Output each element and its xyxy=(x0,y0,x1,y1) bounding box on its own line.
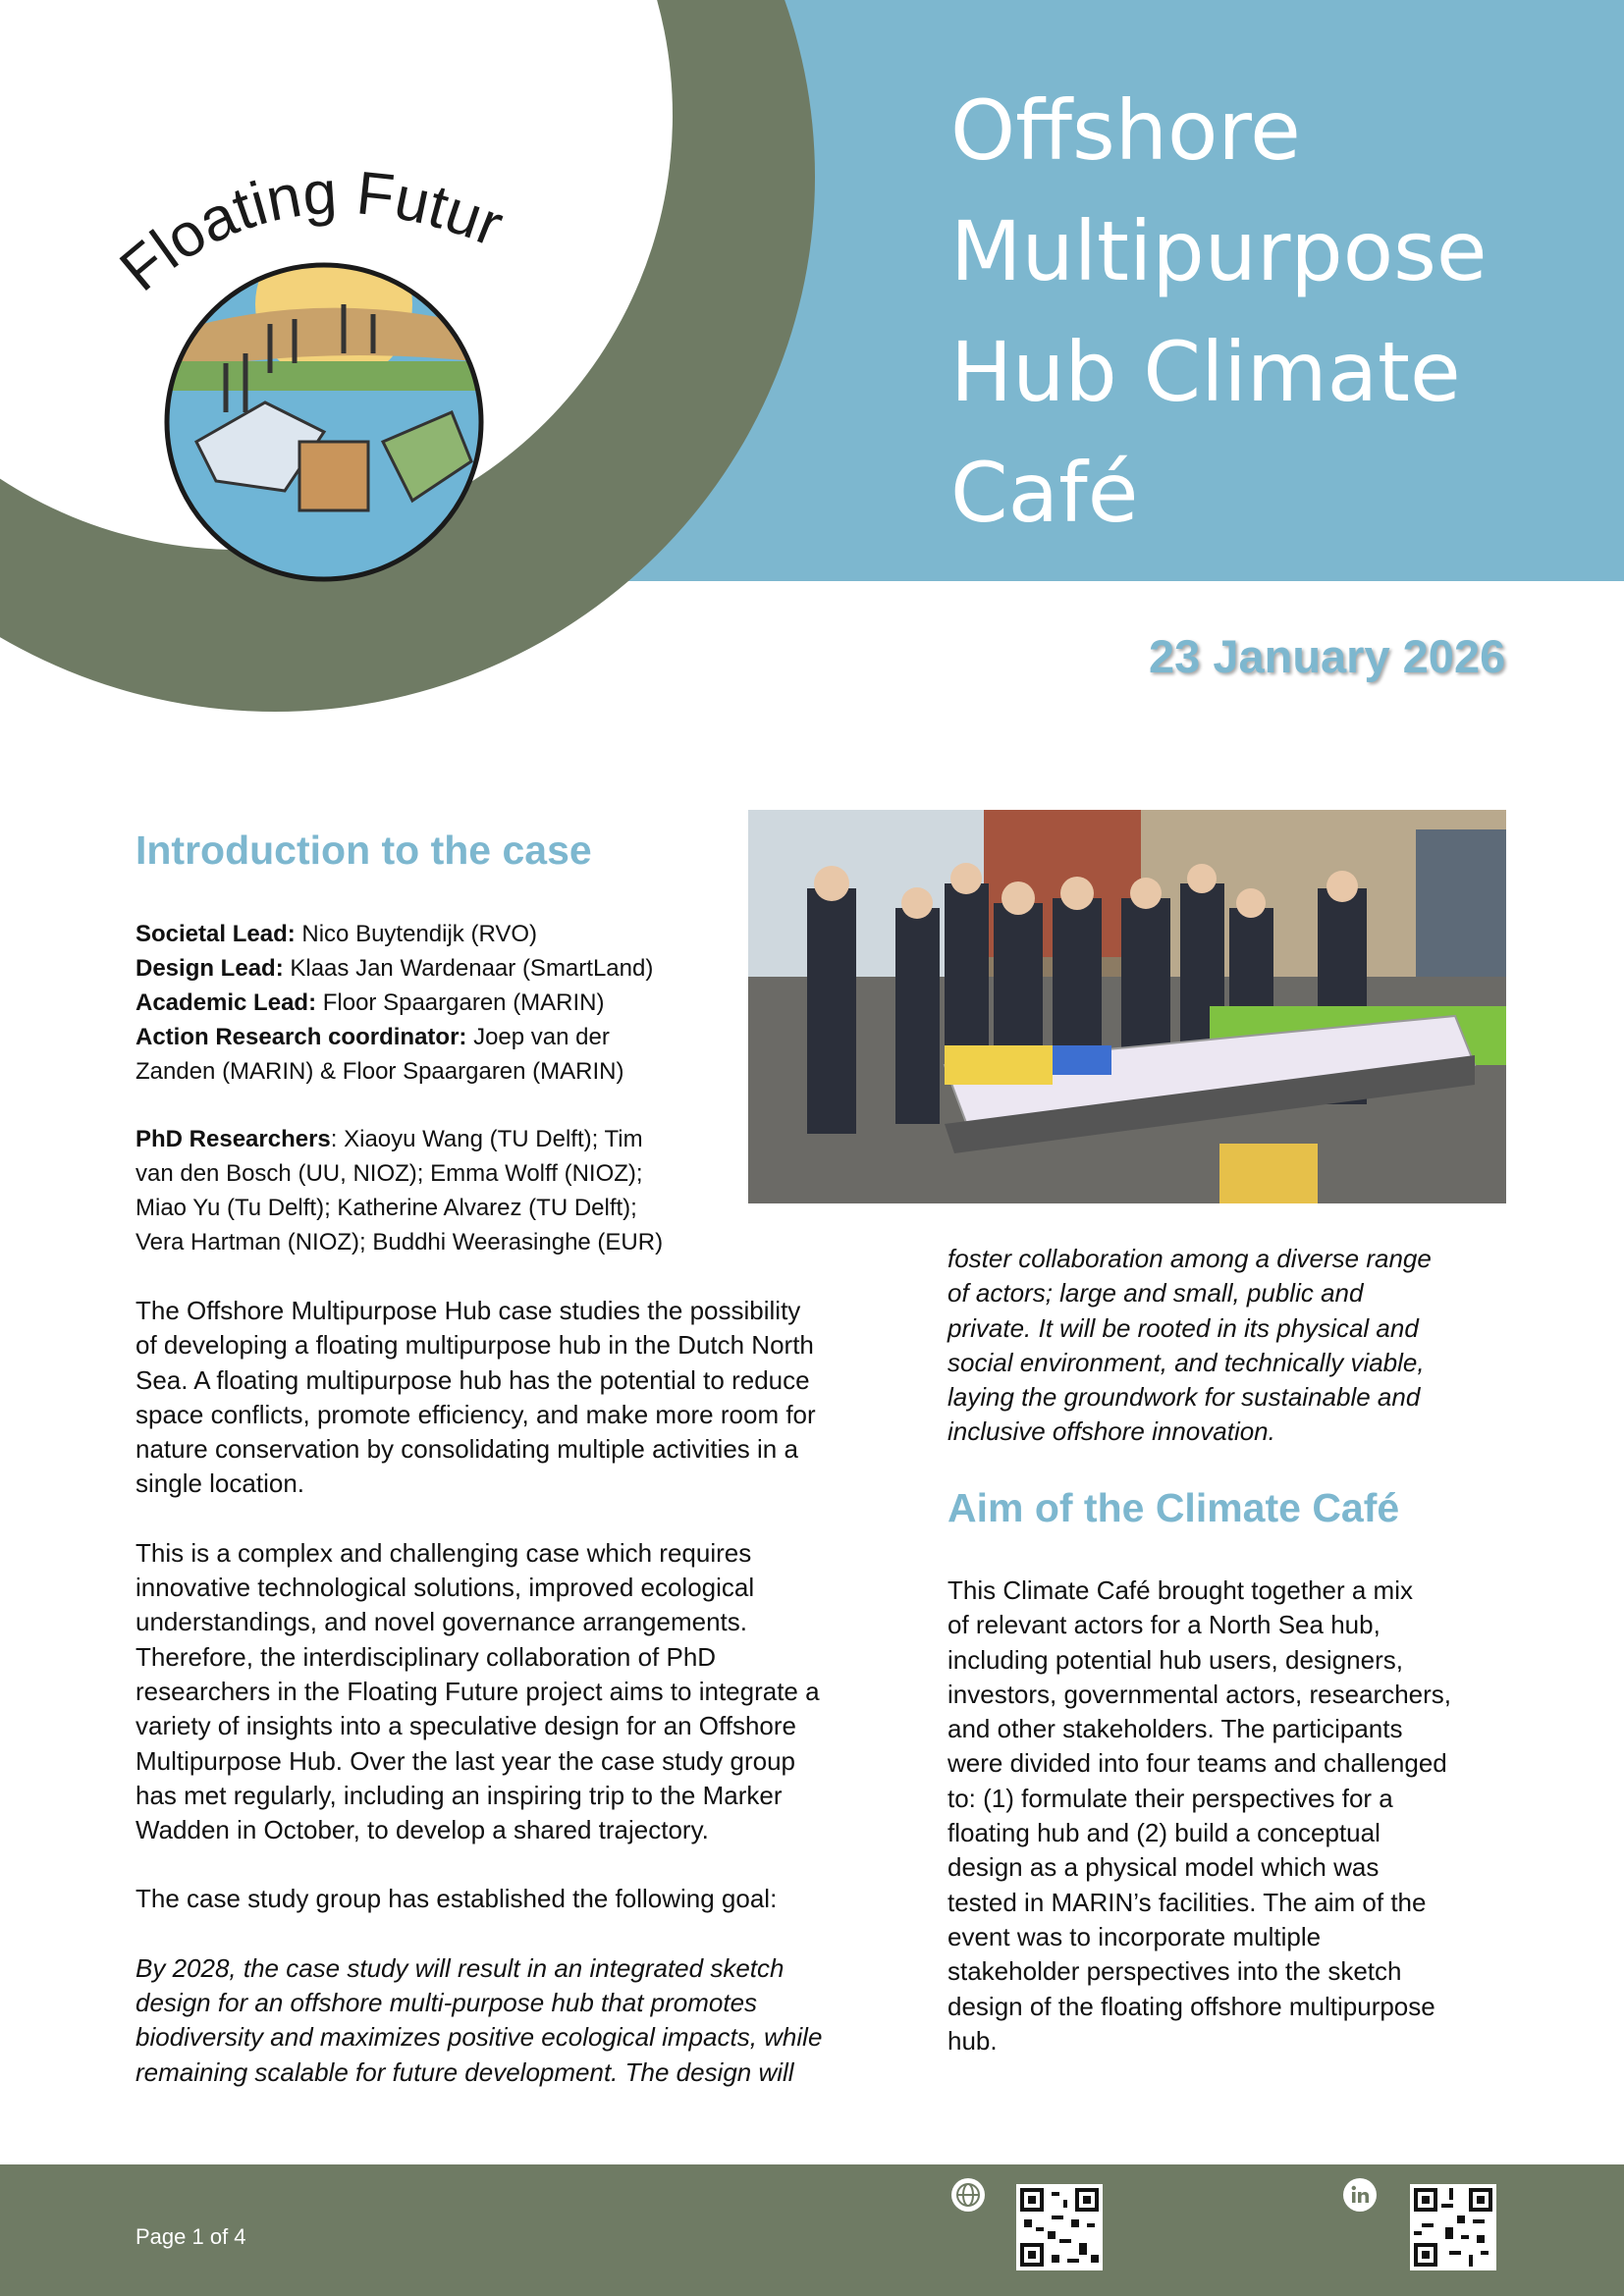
paragraph-line: Multipurpose Hub. Over the last year the case study group xyxy=(135,1745,796,1776)
phd-line xyxy=(135,1122,725,1156)
paragraph-line: and other stakeholders. The participants xyxy=(947,1714,1403,1744)
paragraph-line: variety of insights into a speculative design for an Offshore xyxy=(135,1711,797,1741)
paragraph-line: stakeholder perspectives into the sketch xyxy=(947,1956,1402,1987)
paragraph-line: including potential hub users, designers, xyxy=(947,1644,1403,1675)
goal-line: By 2028, the case study will result in an integrated sketch xyxy=(135,1952,785,1983)
lead-label: Design Lead: xyxy=(135,955,284,982)
leads-list xyxy=(135,917,725,1259)
lead-line: Zanden (MARIN) & Floor Spaargaren (MARIN) xyxy=(135,1058,624,1085)
aim-body xyxy=(947,1574,1517,2058)
paragraph-line: The Offshore Multipurpose Hub case studies the possibility xyxy=(135,1296,801,1325)
body-left xyxy=(135,1294,901,2090)
group-photo xyxy=(748,810,1506,1203)
goal-line: private. It will be rooted in its physical and xyxy=(947,1312,1419,1343)
paragraph-line: Sea. A floating multipurpose hub has the potential to reduce xyxy=(135,1364,810,1395)
linkedin-icon[interactable] xyxy=(1342,2177,1378,2213)
event-date: 23 January 2026 xyxy=(1149,630,1506,682)
paragraph-line: investors, governmental actors, researchers, xyxy=(947,1679,1451,1709)
phd-text: : Xiaoyu Wang (TU Delft); Tim xyxy=(330,1126,643,1152)
lead-line xyxy=(135,1020,725,1054)
lead-value: Joep van der xyxy=(466,1024,610,1050)
phd-label: PhD Researchers xyxy=(135,1126,331,1152)
floating-future-logo xyxy=(98,118,550,599)
paragraph-line: event was to incorporate multiple xyxy=(947,1921,1322,1951)
title-line: Multipurpose xyxy=(950,203,1488,299)
goal-continued xyxy=(947,1242,1517,1450)
paragraph-line: were divided into four teams and challenged xyxy=(947,1748,1447,1779)
title-line: Hub Climate xyxy=(950,324,1461,420)
paragraph-line: researchers in the Floating Future project aims to integrate a xyxy=(135,1676,820,1706)
aim-heading: Aim of the Climate Café xyxy=(947,1485,1400,1530)
paragraph-line: single location. xyxy=(135,1468,304,1499)
lead-value: Nico Buytendijk (RVO) xyxy=(295,921,538,947)
paragraph-line: Wadden in October, to develop a shared trajectory. xyxy=(135,1815,709,1845)
page-number: Page 1 of 4 xyxy=(135,2224,246,2249)
website-qr-code[interactable] xyxy=(1016,2184,1103,2270)
phd-line: Miao Yu (Tu Delft); Katherine Alvarez (TU Delft); xyxy=(135,1195,637,1221)
lead-label: Academic Lead: xyxy=(135,989,317,1016)
lead-line xyxy=(135,986,725,1020)
paragraph-line: This is a complex and challenging case which requires xyxy=(135,1537,752,1568)
paragraph-line: tested in MARIN’s facilities. The aim of the xyxy=(947,1887,1427,1917)
paragraph-line: to: (1) formulate their perspectives for a xyxy=(947,1783,1393,1813)
page-title xyxy=(950,71,1579,554)
intro-heading: Introduction to the case xyxy=(135,828,592,873)
paragraph-line: nature conservation by consolidating multiple activities in a xyxy=(135,1434,798,1465)
goal-line: biodiversity and maximizes positive ecological impacts, while xyxy=(135,2022,823,2053)
goal-line: laying the groundwork for sustainable and xyxy=(947,1382,1421,1413)
goal-line: social environment, and technically viable, xyxy=(947,1347,1425,1377)
paragraph-line: hub. xyxy=(947,2025,998,2056)
paragraph-line: This Climate Café brought together a mix xyxy=(947,1575,1413,1605)
title-line: Offshore xyxy=(950,82,1301,179)
paragraph-line: innovative technological solutions, improved ecological xyxy=(135,1573,755,1603)
lead-label: Action Research coordinator: xyxy=(135,1024,467,1050)
lead-value: Klaas Jan Wardenaar (SmartLand) xyxy=(283,955,654,982)
paragraph-line: of relevant actors for a North Sea hub, xyxy=(947,1610,1380,1640)
paragraph-line: The case study group has established the following goal: xyxy=(135,1884,778,1914)
phd-line: van den Bosch (UU, NIOZ); Emma Wolff (NIOZ); xyxy=(135,1160,643,1187)
paragraph-line: has met regularly, including an inspiring trip to the Marker xyxy=(135,1780,783,1810)
goal-line: of actors; large and small, public and xyxy=(947,1278,1364,1308)
paragraph-line: floating hub and (2) build a conceptual xyxy=(947,1818,1380,1848)
paragraph-line: understandings, and novel governance arrangements. xyxy=(135,1607,747,1637)
globe-icon[interactable] xyxy=(950,2177,986,2213)
paragraph-line: space conflicts, promote efficiency, and make more room for xyxy=(135,1399,816,1429)
goal-line: design for an offshore multi-purpose hub that promotes xyxy=(135,1988,758,2018)
paragraph-line: Therefore, the interdisciplinary collaboration of PhD xyxy=(135,1641,717,1672)
lead-line xyxy=(135,951,725,986)
title-line: Café xyxy=(950,445,1139,541)
lead-value: Floor Spaargaren (MARIN) xyxy=(316,989,605,1016)
paragraph-line: of developing a floating multipurpose hub in the Dutch North xyxy=(135,1330,814,1361)
goal-line: remaining scalable for future development. The design will xyxy=(135,2056,794,2087)
paragraph-line: design of the floating offshore multipurpose xyxy=(947,1991,1435,2021)
lead-label: Societal Lead: xyxy=(135,921,296,947)
phd-line: Vera Hartman (NIOZ); Buddhi Weerasinghe (EUR) xyxy=(135,1229,664,1255)
linkedin-qr-code[interactable] xyxy=(1410,2184,1496,2270)
paragraph-line: design as a physical model which was xyxy=(947,1852,1380,1883)
svg-text:Floating Future: Floating Future xyxy=(98,118,513,304)
goal-line: foster collaboration among a diverse range xyxy=(947,1244,1432,1273)
lead-line xyxy=(135,917,725,951)
goal-line: inclusive offshore innovation. xyxy=(947,1416,1275,1447)
